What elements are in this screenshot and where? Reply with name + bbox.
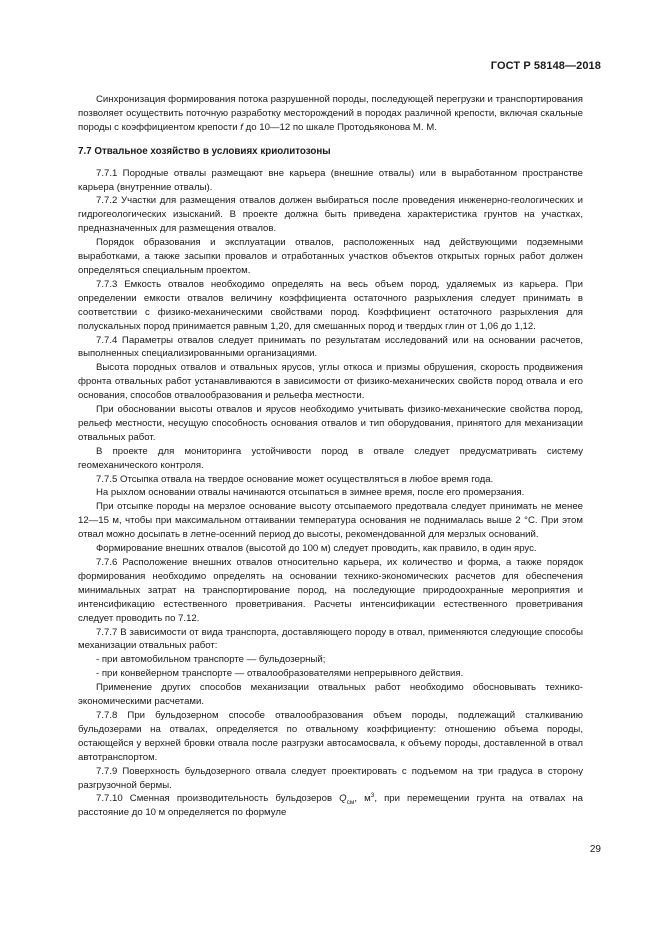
paragraph: 7.7.1 Породные отвалы размещают вне карьера (внешние отвалы) или в выработанном пространстве карьера (внутренние отвалы). — [78, 167, 583, 193]
page-number: 29 — [589, 844, 601, 855]
paragraph: Порядок образования и эксплуатации отвалов, расположенных над действующими подземными выработками, а также засыпки провалов и отработанных участков объектов открытых горных работ должен определяться специальным проектом. — [78, 237, 583, 276]
formula-paragraph: 7.7.10 Сменная производительность бульдозеров $Q_{см}$, $м^3$, при перемещении грунта на отвалах на расстояние до 10 м определяется по формуле — [78, 792, 583, 819]
paragraph: 7.7.5 Отсыпка отвала на твердое основание может осуществляться в любое время года. — [96, 473, 494, 485]
paragraph: При обосновании высоты отвалов и ярусов необходимо учитывать физико-механические свойства пород, рельеф местности, несущую способность основания отвалов и тип оборудования, принятого для механизации отвальных работ. — [78, 404, 583, 443]
paragraph: Высота породных отвалов и отвальных ярусов, углы откоса и призмы обрушения, скорость продвижения фронта отвальных работ устанавливаются в зависимости от физико-механических свойств пород отвала и его основания, способов отвалообразования и рельефа местности. — [78, 362, 583, 402]
list-item: - при конвейерном транспорте — отвалообразователями непрерывного действия. — [96, 668, 464, 680]
paragraph: 7.7.3 Емкость отвалов необходимо определять на весь объем пород, удаляемых из карьера. При определении емкости отвалов величину коэффициента остаточного разрыхления следует принимать в соответствии с физико-механическими свойствами пород. Коэффициент остаточного разрыхления для полускальных пород принимается равным 1,20, для смешанных пород и твердых глин от 1,06 до 1,12. — [78, 278, 583, 332]
paragraph: 7.7.4 Параметры отвалов следует принимать по результатам исследований или на основании расчетов, выполненных специализированными организациями. — [78, 334, 583, 360]
paragraph: 7.7.7 В зависимости от вида транспорта, доставляющего породу в отвал, применяются следующие способы механизации отвальных работ: — [78, 626, 583, 652]
document-body — [78, 93, 583, 820]
paragraph: 7.7.2 Участки для размещения отвалов должен выбираться после проведения инженерно-геологических и гидрогеологических изысканий. В проекте должна быть приведена характеристика грунтов на участках, предназначенных для размещения отвалов. — [78, 195, 583, 235]
paragraph: 7.7.8 При бульдозерном способе отвалообразования объем породы, подлежащий сталкиванию бульдозерами на отвалах, определяется по отвальному коэффициенту: отношению объема породы, остающейся у верхней бровки отвала после разгрузки автосамосвала, к объему породы, доставленной в отвал автотранспортом. — [78, 709, 583, 763]
paragraph: При отсыпке породы на мерзлое основание высоту отсыпаемого предотвала следует принимать не менее 12—15 м, чтобы при максимальном оттаивании температура основания не поднималась выше 2 °C. При этом отвал можно досыпать в летне-осенний период до высоты, рекомендованной для мерзлых оснований. — [78, 501, 583, 541]
paragraph: Формирование внешних отвалов (высотой до 100 м) следует проводить, как правило, в один ярус. — [96, 543, 537, 555]
paragraph: Применение других способов механизации отвальных работ необходимо обосновывать технико-экономическими расчетами. — [78, 682, 583, 708]
intro-paragraph: Синхронизация формирования потока разрушенной породы, последующей перегрузки и транспортирования позволяет осуществить поточную разработку месторождений в породах различной крепости, включая скальные породы с коэффициентом крепости f до 10—12 по шкале Протодьяконова М. М. — [78, 94, 583, 133]
paragraph: В проекте для мониторинга устойчивости пород в отвале следует предусматривать систему геомеханического контроля. — [78, 445, 583, 471]
section-title: 7.7 Отвальное хозяйство в условиях криолитозоны — [78, 145, 331, 157]
document-standard-header: ГОСТ Р 58148—2018 — [490, 60, 601, 72]
paragraph: 7.7.9 Поверхность бульдозерного отвала следует проектировать с подъемом на три градуса в сторону разгрузочной бермы. — [78, 765, 583, 791]
paragraph: На рыхлом основании отвалы начинаются отсыпаться в зимнее время, после его промерзания. — [96, 487, 525, 499]
paragraph: 7.7.6 Расположение внешних отвалов относительно карьера, их количество и форма, а также порядок формирования необходимо определять на основании технико-экономических расчетов для обеспечения минимальных затрат на транспортирование пород, на последующие природоохранные мероприятия и интенсификацию естественного проветривания. Расчеты интенсификации естественного проветривания следует проводить по 7.12. — [78, 557, 583, 624]
list-item: - при автомобильном транспорте — бульдозерный; — [96, 654, 326, 666]
